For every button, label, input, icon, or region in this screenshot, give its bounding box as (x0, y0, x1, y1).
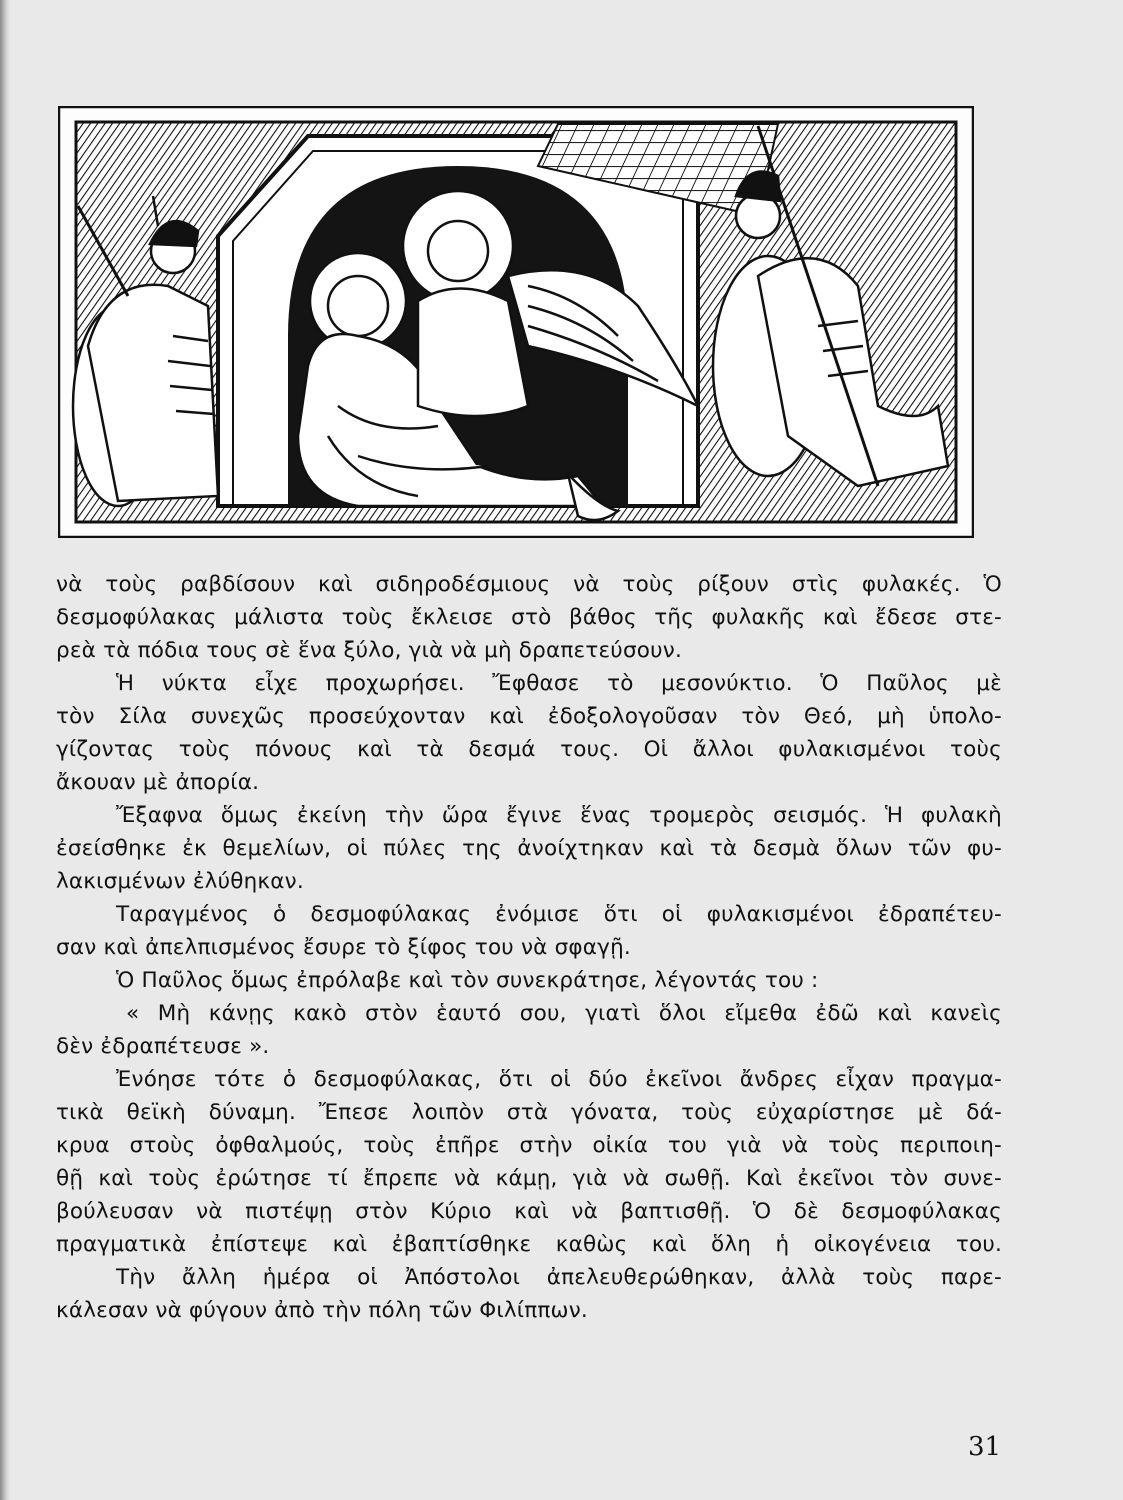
page-edge-shadow (0, 0, 10, 1500)
body-text (56, 568, 1002, 1327)
text-line: σαν καὶ ἀπελπισμένος ἔσυρε τὸ ξίφος του νὰ σφαγῇ. (56, 935, 631, 960)
text-line: νὰ τοὺς ραβδίσουν καὶ σιδηροδέσμιους νὰ τοὺς ρίξουν στὶς φυλακές. Ὁ (56, 572, 1002, 597)
text-line: Ταραγμένος ὁ δεσμοφύλακας ἐνόμισε ὅτι οἱ φυλακισμένοι ἐδραπέτευ- (116, 902, 1002, 927)
text-line: κρυα στοὺς ὀφθαλμούς, τοὺς ἐπῆρε στὴν οἰκία του γιὰ νὰ τοὺς περιποιη- (56, 1133, 1002, 1158)
text-line: γίζοντας τοὺς πόνους καὶ τὰ δεσμά τους. Οἱ ἄλλοι φυλακισμένοι τοὺς (56, 737, 1002, 762)
text-line: Ἔξαφνα ὅμως ἐκείνη τὴν ὥρα ἔγινε ἕνας τρομερὸς σεισμός. Ἡ φυλακὴ (116, 803, 1002, 828)
text-line: Τὴν ἄλλη ἡμέρα οἱ Ἀπόστολοι ἀπελευθερώθηκαν, ἀλλὰ τοὺς παρε- (116, 1265, 1002, 1290)
text-line: ρεὰ τὰ πόδια τους σὲ ἕνα ξύλο, γιὰ νὰ μὴ δραπετεύσουν. (56, 638, 683, 663)
illustration-engraving (58, 106, 974, 538)
engraving-svg (58, 106, 974, 538)
text-line: δεσμοφύλακας μάλιστα τοὺς ἔκλεισε στὸ βάθος τῆς φυλακῆς καὶ ἔδεσε στε- (56, 605, 1002, 630)
text-line: λακισμένων ἐλύθηκαν. (56, 869, 304, 894)
text-line: Ἐνόησε τότε ὁ δεσμοφύλακας, ὅτι οἱ δύο ἐκεῖνοι ἄνδρες εἶχαν πραγμα- (116, 1067, 1002, 1092)
text-line: πραγματικὰ ἐπίστεψε καὶ ἐβαπτίσθηκε καθὼς καὶ ὅλη ἡ οἰκογένεια του. (56, 1232, 1002, 1257)
text-line: θῇ καὶ τοὺς ἐρώτησε τί ἔπρεπε νὰ κάμῃ, γιὰ νὰ σωθῇ. Καὶ ἐκεῖνοι τὸν συνε- (56, 1166, 1002, 1191)
text-line: βούλευσαν νὰ πιστέψῃ στὸν Κύριο καὶ νὰ βαπτισθῇ. Ὁ δὲ δεσμοφύλακας (56, 1199, 1002, 1224)
text-line: ἐσείσθηκε ἐκ θεμελίων, οἱ πύλες της ἀνοίχτηκαν καὶ τὰ δεσμὰ ὅλων τῶν φυ- (56, 836, 1002, 861)
text-line: Ὁ Παῦλος ὅμως ἐπρόλαβε καὶ τὸν συνεκράτησε, λέγοντάς του : (116, 968, 819, 993)
text-line: δὲν ἐδραπέτευσε ». (56, 1034, 270, 1059)
text-line: κάλεσαν νὰ φύγουν ἀπὸ τὴν πόλη τῶν Φιλίππων. (56, 1298, 588, 1323)
page-number: 31 (968, 1432, 1002, 1462)
text-line: τικὰ θεϊκὴ δύναμη. Ἔπεσε λοιπὸν στὰ γόνατα, τοὺς εὐχαρίστησε μὲ δά- (56, 1100, 1002, 1125)
text-line: « Μὴ κάνῃς κακὸ στὸν ἑαυτό σου, γιατὶ ὅλοι εἴμεθα ἐδῶ καὶ κανεὶς (126, 1001, 1002, 1026)
text-line: τὸν Σίλα συνεχῶς προσεύχονταν καὶ ἐδοξολογοῦσαν τὸν Θεό, μὴ ὑπολο- (56, 704, 1002, 729)
text-line: Ἡ νύκτα εἶχε προχωρήσει. Ἔφθασε τὸ μεσονύκτιο. Ὁ Παῦλος μὲ (116, 671, 1002, 696)
text-line: ἄκουαν μὲ ἀπορία. (56, 770, 260, 795)
